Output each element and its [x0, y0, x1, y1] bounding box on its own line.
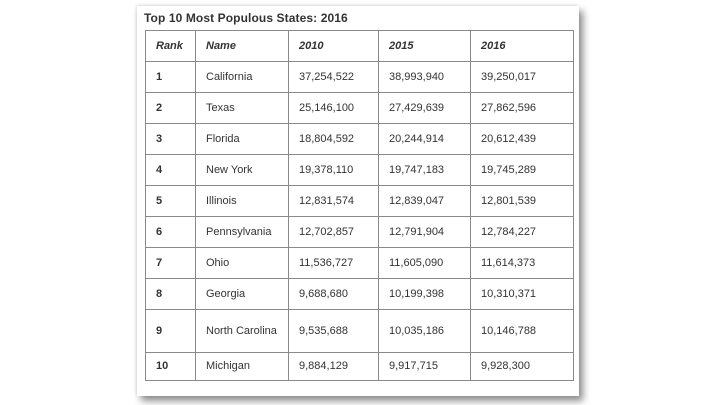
table-row	[146, 279, 574, 310]
cell-2015: 19,747,183	[379, 155, 471, 186]
cell-2010: 18,804,592	[289, 124, 379, 155]
cell-2010: 37,254,522	[289, 62, 379, 93]
cell-name: Pennsylvania	[196, 217, 289, 248]
cell-name: Georgia	[196, 279, 289, 310]
cell-2015: 27,429,639	[379, 93, 471, 124]
cell-2015: 38,993,940	[379, 62, 471, 93]
table-row	[146, 93, 574, 124]
table-row	[146, 310, 574, 353]
cell-name: California	[196, 62, 289, 93]
cell-2016: 12,801,539	[471, 186, 574, 217]
cell-rank: 3	[146, 124, 196, 155]
cell-rank: 2	[146, 93, 196, 124]
cell-name: Michigan	[196, 353, 289, 381]
cell-2015: 12,791,904	[379, 217, 471, 248]
cell-rank: 1	[146, 62, 196, 93]
table-row	[146, 186, 574, 217]
cell-2016: 27,862,596	[471, 93, 574, 124]
cell-rank: 4	[146, 155, 196, 186]
cell-2015: 11,605,090	[379, 248, 471, 279]
cell-2016: 10,310,371	[471, 279, 574, 310]
cell-rank: 7	[146, 248, 196, 279]
cell-2015: 10,035,186	[379, 310, 471, 353]
table-row	[146, 62, 574, 93]
cell-name: North Carolina	[196, 310, 289, 353]
cell-2010: 9,688,680	[289, 279, 379, 310]
header-2016: 2016	[471, 31, 574, 62]
table-row	[146, 353, 574, 381]
cell-2015: 12,839,047	[379, 186, 471, 217]
header-2015: 2015	[379, 31, 471, 62]
cell-2016: 20,612,439	[471, 124, 574, 155]
cell-rank: 10	[146, 353, 196, 381]
cell-2016: 19,745,289	[471, 155, 574, 186]
cell-2015: 9,917,715	[379, 353, 471, 381]
cell-rank: 9	[146, 310, 196, 353]
cell-2010: 12,831,574	[289, 186, 379, 217]
table-card	[137, 6, 579, 396]
cell-2010: 19,378,110	[289, 155, 379, 186]
cell-2010: 25,146,100	[289, 93, 379, 124]
cell-2016: 11,614,373	[471, 248, 574, 279]
cell-rank: 8	[146, 279, 196, 310]
cell-2010: 11,536,727	[289, 248, 379, 279]
cell-2015: 10,199,398	[379, 279, 471, 310]
cell-name: Illinois	[196, 186, 289, 217]
header-2010: 2010	[289, 31, 379, 62]
header-row	[146, 31, 574, 62]
table-title: Top 10 Most Populous States: 2016	[144, 11, 348, 25]
cell-2010: 9,535,688	[289, 310, 379, 353]
cell-name: New York	[196, 155, 289, 186]
header-rank: Rank	[146, 31, 196, 62]
cell-name: Florida	[196, 124, 289, 155]
cell-2010: 12,702,857	[289, 217, 379, 248]
cell-name: Texas	[196, 93, 289, 124]
table-row	[146, 155, 574, 186]
cell-2016: 10,146,788	[471, 310, 574, 353]
cell-2016: 9,928,300	[471, 353, 574, 381]
population-table	[145, 30, 574, 381]
table-row	[146, 248, 574, 279]
table-row	[146, 124, 574, 155]
cell-2016: 39,250,017	[471, 62, 574, 93]
table-row	[146, 217, 574, 248]
cell-rank: 5	[146, 186, 196, 217]
cell-2010: 9,884,129	[289, 353, 379, 381]
cell-name: Ohio	[196, 248, 289, 279]
cell-2016: 12,784,227	[471, 217, 574, 248]
cell-rank: 6	[146, 217, 196, 248]
cell-2015: 20,244,914	[379, 124, 471, 155]
header-name: Name	[196, 31, 289, 62]
